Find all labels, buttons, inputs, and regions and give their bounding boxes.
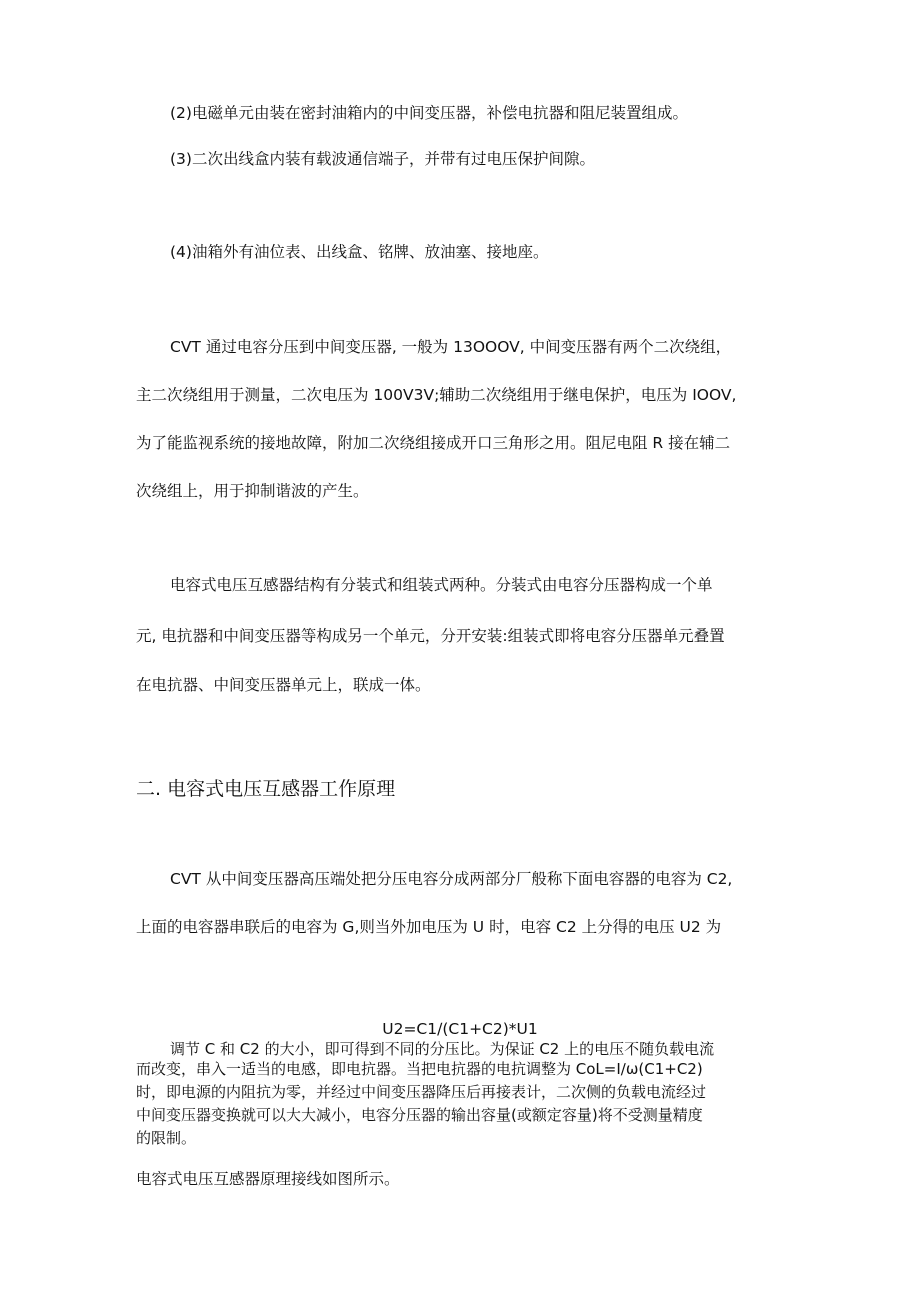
adjust-paragraph-line: 中间变压器变换就可以大大减小，电容分压器的输出容量(或额定容量)将不受测量精度 xyxy=(136,1106,703,1124)
structure-item-2: (2)电磁单元由装在密封油箱内的中间变压器，补偿电抗器和阻尼装置组成。 xyxy=(170,104,688,122)
types-paragraph-line: 电容式电压互感器结构有分装式和组装式两种。分装式由电容分压器构成一个单 xyxy=(170,576,713,594)
principle-paragraph-line: 上面的电容器串联后的电容为 G,则当外加电压为 U 时，电容 C2 上分得的电压 U2 为 xyxy=(136,918,722,936)
closing-line: 电容式电压互感器原理接线如图所示。 xyxy=(136,1170,400,1188)
cvt-paragraph-line: 次绕组上，用于抑制谐波的产生。 xyxy=(136,482,369,500)
adjust-paragraph-line: 调节 C 和 C2 的大小，即可得到不同的分压比。为保证 C2 上的电压不随负载电流 xyxy=(170,1040,715,1058)
section-heading: 二. 电容式电压互感器工作原理 xyxy=(136,778,396,800)
cvt-paragraph-line: 为了能监视系统的接地故障，附加二次绕组接成开口三角形之用。阻尼电阻 R 接在辅二 xyxy=(136,434,731,452)
adjust-paragraph-line: 的限制。 xyxy=(136,1129,197,1147)
cvt-paragraph-line: CVT 通过电容分压到中间变压器, 一般为 13OOOV, 中间变压器有两个二次绕组， xyxy=(170,338,732,356)
structure-item-4: (4)油箱外有油位表、出线盒、铭牌、放油塞、接地座。 xyxy=(170,243,549,261)
adjust-paragraph-line: 时，即电源的内阻抗为零，并经过中间变压器降压后再接表计，二次侧的负载电流经过 xyxy=(136,1083,707,1101)
types-paragraph-line: 元, 电抗器和中间变压器等构成另一个单元，分开安装:组装式即将电容分压器单元叠置 xyxy=(136,627,725,645)
adjust-paragraph-line: 而改变，串入一适当的电感，即电抗器。当把电抗器的电抗调整为 CoL=I∕ω(C1+C2) xyxy=(136,1060,703,1078)
cvt-paragraph-line: 主二次绕组用于测量，二次电压为 100V3V;辅助二次绕组用于继电保护，电压为 IOOV, xyxy=(136,386,737,404)
principle-paragraph-line: CVT 从中间变压器高压端处把分压电容分成两部分厂般称下面电容器的电容为 C2, xyxy=(170,870,733,888)
structure-item-3: (3)二次出线盒内装有载波通信端子，并带有过电压保护间隙。 xyxy=(170,150,595,168)
voltage-formula: U2=C1∕(C1+C2)*U1 xyxy=(382,1020,538,1038)
types-paragraph-line: 在电抗器、中间变压器单元上，联成一体。 xyxy=(136,676,431,694)
